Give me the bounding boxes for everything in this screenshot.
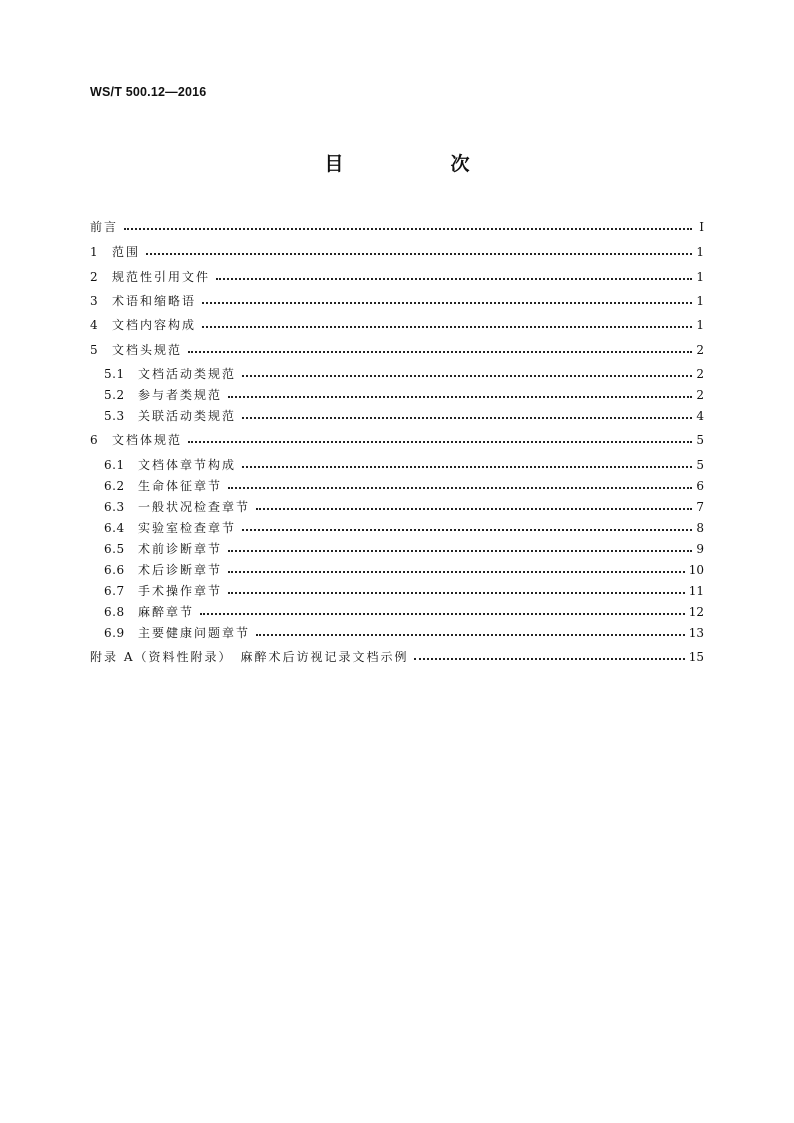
- toc-entry-number: 6.9: [104, 626, 125, 640]
- toc-entry-page: 10: [688, 563, 704, 577]
- toc-entry-number: 1: [90, 245, 99, 259]
- toc-entry-page: 1: [696, 294, 704, 308]
- toc-entry[interactable]: [104, 477, 704, 495]
- toc-entry-title: 术前诊断章节: [138, 542, 223, 556]
- toc-dot-leader: [202, 301, 692, 304]
- toc-entry[interactable]: [104, 456, 704, 474]
- toc-entry-number: 6.5: [104, 542, 125, 556]
- toc-entry-page: 15: [688, 650, 704, 664]
- toc-dot-leader: [228, 549, 692, 552]
- toc-entry-page: 1: [696, 270, 704, 284]
- toc-dot-leader: [242, 416, 692, 419]
- toc-entry-title: 规范性引用文件: [112, 270, 211, 284]
- document-code: WS/T 500.12—2016: [90, 85, 207, 99]
- toc-entry-title: 文档体规范: [112, 433, 183, 447]
- toc-entry-page: 5: [696, 433, 704, 447]
- toc-title: 目 次: [324, 153, 514, 175]
- toc-dot-leader: [200, 612, 685, 615]
- toc-entry-page: 9: [696, 542, 704, 556]
- toc-dot-leader: [216, 277, 692, 280]
- toc-entry-page: 13: [688, 626, 704, 640]
- toc-dot-leader: [228, 570, 685, 573]
- toc-entry[interactable]: [90, 648, 704, 666]
- toc-entry-page: 7: [696, 500, 704, 514]
- toc-entry-number: 5: [90, 343, 99, 357]
- toc-dot-leader: [242, 465, 692, 468]
- toc-entry-title: 关联活动类规范: [138, 409, 237, 423]
- toc-entry-page: 5: [696, 458, 704, 472]
- toc-entry-number: 5.3: [104, 409, 125, 423]
- toc-entry[interactable]: [104, 386, 704, 404]
- toc-entry-number: 5.2: [104, 388, 125, 402]
- toc-entry-title: 主要健康问题章节: [138, 626, 251, 640]
- toc-entry-title: 一般状况检查章节: [138, 500, 251, 514]
- toc-entry[interactable]: [104, 582, 704, 600]
- toc-entry-number: 6.7: [104, 584, 125, 598]
- toc-entry-number: 6.1: [104, 458, 125, 472]
- toc-entry-title: 麻醉章节: [138, 605, 195, 619]
- toc-entry[interactable]: [104, 561, 704, 579]
- toc-entry-title: 范围: [112, 245, 141, 259]
- toc-entry-page: 6: [696, 479, 704, 493]
- toc-entry-page: 1: [696, 245, 704, 259]
- toc-entry-title: 生命体征章节: [138, 479, 223, 493]
- toc-entry-title: 术后诊断章节: [138, 563, 223, 577]
- toc-dot-leader: [146, 252, 692, 255]
- toc-entry-number: 6.3: [104, 500, 125, 514]
- toc-entry-title: 附录 A（资料性附录） 麻醉术后访视记录文档示例: [90, 650, 409, 664]
- toc-dot-leader: [242, 374, 692, 377]
- toc-entry-title: 手术操作章节: [138, 584, 223, 598]
- toc-entry[interactable]: [90, 341, 704, 359]
- toc-entry-title: 文档头规范: [112, 343, 183, 357]
- toc-entry-page: 2: [696, 343, 704, 357]
- toc-entry-page: 2: [696, 388, 704, 402]
- toc-entry-number: 6.6: [104, 563, 125, 577]
- toc-dot-leader: [188, 350, 692, 353]
- toc-dot-leader: [228, 486, 692, 489]
- toc-entry-page: 12: [688, 605, 704, 619]
- toc-entry-number: 6.8: [104, 605, 125, 619]
- toc-entry[interactable]: [104, 519, 704, 537]
- toc-entry-number: 6.2: [104, 479, 125, 493]
- toc-dot-leader: [202, 325, 692, 328]
- toc-entry-number: 6.4: [104, 521, 125, 535]
- toc-entry[interactable]: [104, 540, 704, 558]
- toc-dot-leader: [256, 633, 685, 636]
- toc-entry-number: 4: [90, 318, 99, 332]
- toc-entry[interactable]: [104, 624, 704, 642]
- toc-entry[interactable]: [90, 292, 704, 310]
- toc-dot-leader: [414, 657, 684, 660]
- toc-entry-title: 文档体章节构成: [138, 458, 237, 472]
- toc-entry[interactable]: [90, 243, 704, 261]
- toc-entry-number: 3: [90, 294, 99, 308]
- toc-dot-leader: [228, 591, 685, 594]
- toc-entry-page: 1: [696, 318, 704, 332]
- toc-entry-title: 前言: [90, 220, 119, 234]
- toc-entry[interactable]: [104, 498, 704, 516]
- toc-entry[interactable]: [90, 268, 704, 286]
- toc-entry[interactable]: [104, 407, 704, 425]
- toc-entry-title: 参与者类规范: [138, 388, 223, 402]
- toc-entry-page: 4: [696, 409, 704, 423]
- toc-entry[interactable]: [90, 218, 704, 236]
- toc-entry-title: 术语和缩略语: [112, 294, 197, 308]
- toc-entry-title: 实验室检查章节: [138, 521, 237, 535]
- toc-entry-number: 2: [90, 270, 99, 284]
- toc-entry[interactable]: [90, 316, 704, 334]
- toc-entry-page: 2: [696, 367, 704, 381]
- toc-dot-leader: [124, 227, 692, 230]
- toc-entry-page: Ⅰ: [699, 220, 704, 234]
- toc-entry[interactable]: [104, 365, 704, 383]
- toc-entry-title: 文档内容构成: [112, 318, 197, 332]
- toc-entry-number: 5.1: [104, 367, 125, 381]
- toc-dot-leader: [228, 395, 692, 398]
- toc-entry-number: 6: [90, 433, 99, 447]
- toc-entry[interactable]: [104, 603, 704, 621]
- toc-dot-leader: [256, 507, 692, 510]
- toc-entry-page: 8: [696, 521, 704, 535]
- toc-entry-page: 11: [688, 584, 704, 598]
- toc-dot-leader: [188, 440, 692, 443]
- toc-entry-title: 文档活动类规范: [138, 367, 237, 381]
- toc-entry[interactable]: [90, 431, 704, 449]
- toc-dot-leader: [242, 528, 692, 531]
